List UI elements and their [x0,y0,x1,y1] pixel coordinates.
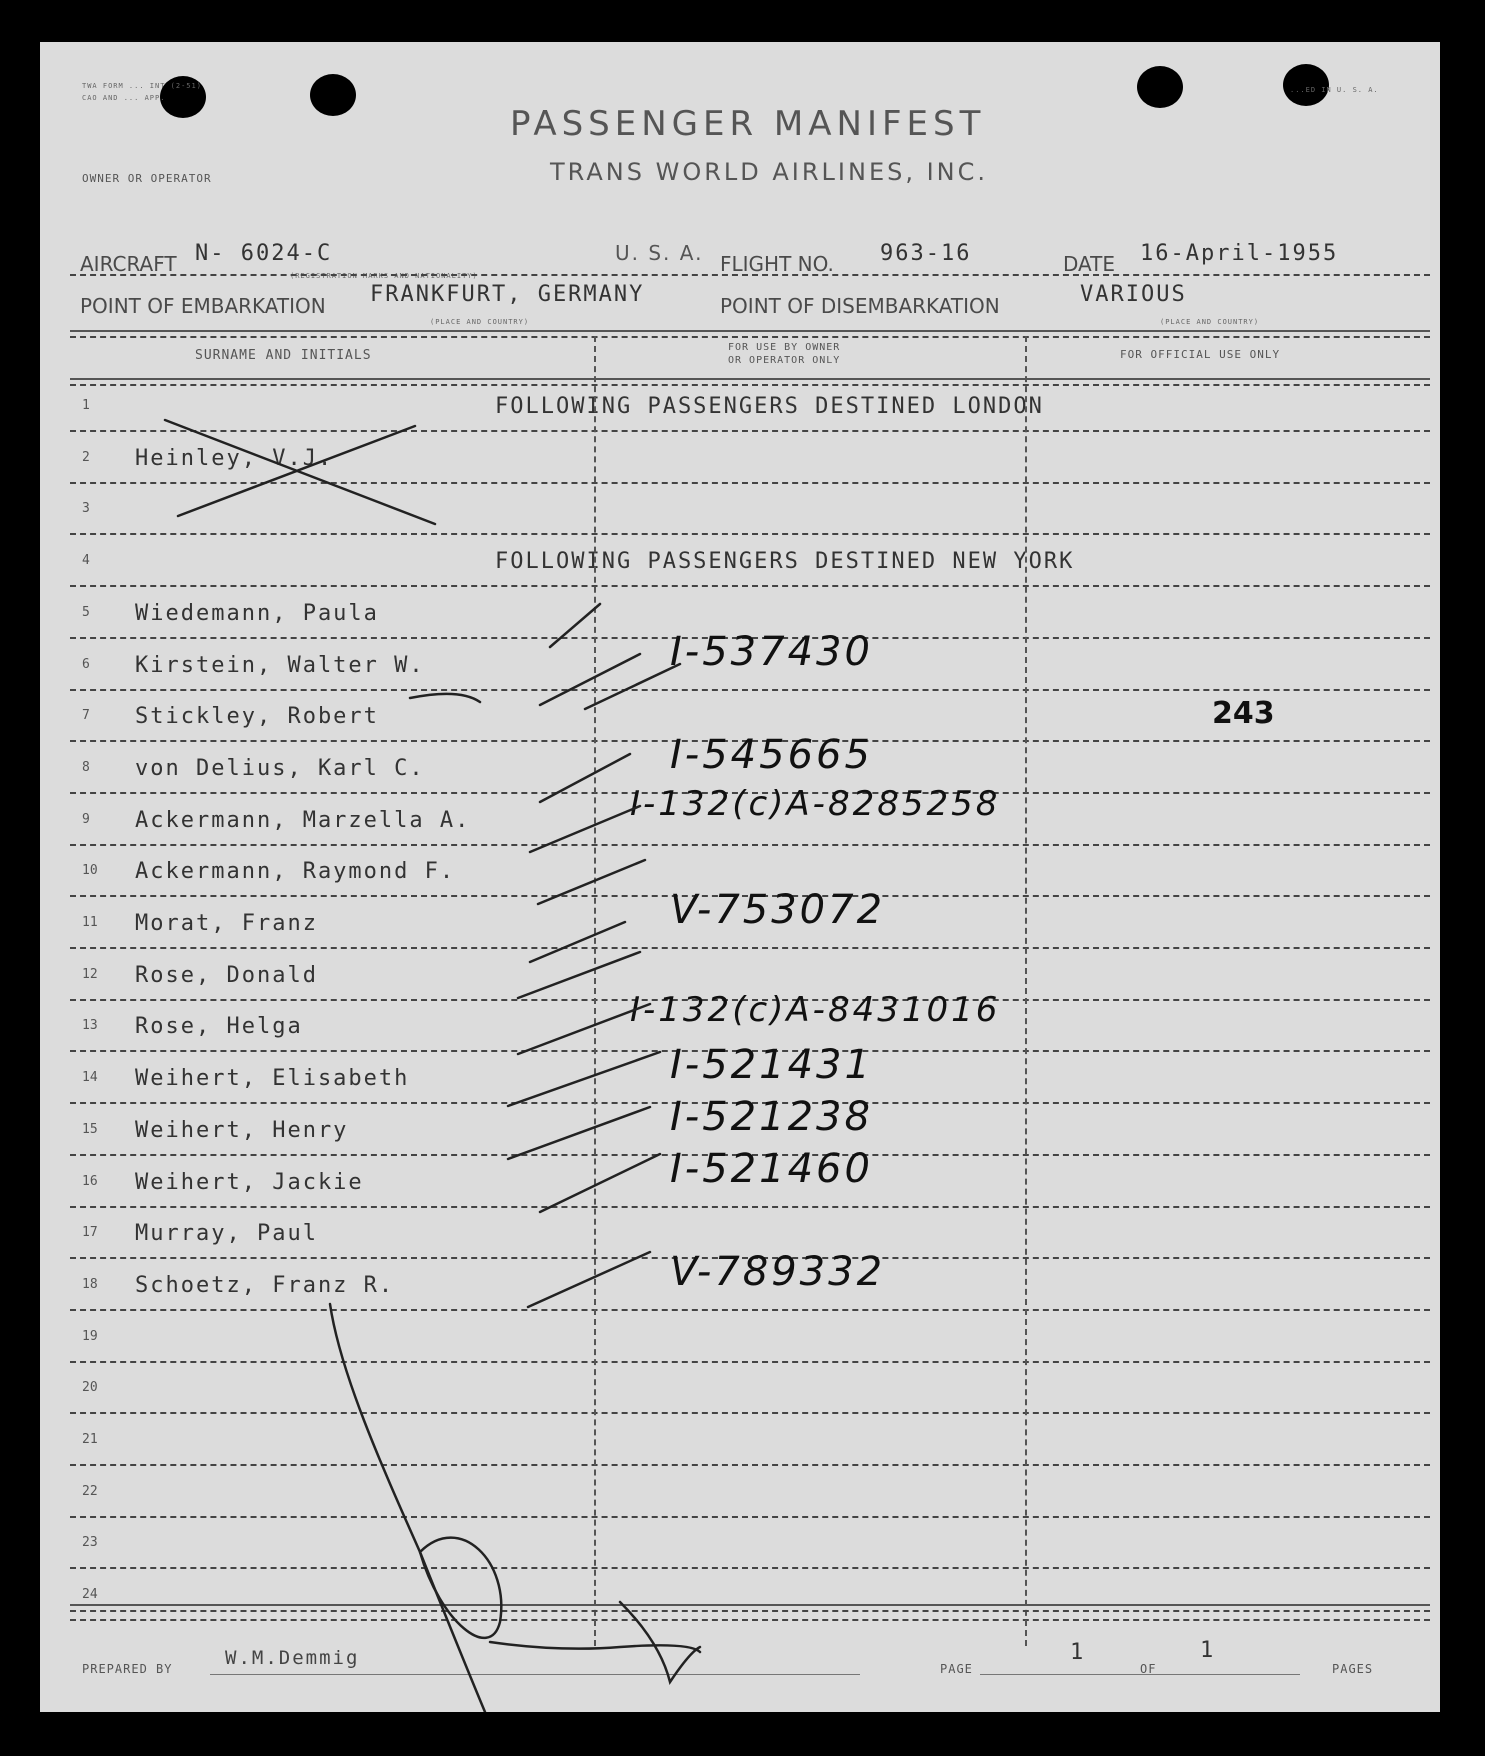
check-mark [540,754,630,802]
visa-code: I-132(c)A-8285258 [630,783,1001,824]
row-number: 22 [82,1483,98,1499]
row-number: 14 [82,1070,98,1086]
destination-note: FOLLOWING PASSENGERS DESTINED NEW YORK [495,549,1075,575]
visa-code: V-753072 [670,887,886,933]
page-title: PASSENGER MANIFEST [510,104,986,144]
passenger-name: Murray, Paul [135,1221,318,1247]
row-number: 10 [82,863,98,879]
check-mark [550,604,600,647]
signature-stroke [420,1538,501,1638]
check-mark [530,922,625,962]
flight-no-label: FLIGHT NO. [720,252,834,276]
prepared-label: PREPARED BY [82,1662,173,1676]
check-mark [538,860,645,904]
airline-name: TRANS WORLD AIRLINES, INC. [550,158,989,186]
row-number: 23 [82,1535,98,1551]
column-header-owner-line1: FOR USE BY OWNER [728,342,841,353]
row-number: 6 [82,656,90,672]
visa-code: I-521238 [670,1093,873,1140]
row-number: 20 [82,1380,98,1396]
row-number: 1 [82,398,90,413]
signature-stroke [330,1304,485,1712]
row-number: 4 [82,553,90,569]
embarkation-label: POINT OF EMBARKATION [80,294,326,318]
row-number: 21 [82,1432,98,1447]
column-header-official: FOR OFFICIAL USE ONLY [1120,348,1281,361]
visa-code: I-545665 [670,731,873,778]
page-label: PAGE [940,1662,973,1676]
passenger-name: Heinley, V.J. [135,445,334,471]
passenger-name: Weihert, Henry [135,1117,349,1143]
disembarkation-label: POINT OF DISEMBARKATION [720,294,1000,318]
page-value: 1 [1070,1640,1086,1665]
check-mark [540,1154,660,1212]
strike-mark [410,694,480,702]
row-number: 19 [82,1328,98,1344]
check-mark [508,1052,660,1106]
passenger-name: Rose, Donald [135,962,318,988]
visa-code: I-521460 [670,1145,873,1192]
check-mark [540,654,640,705]
aircraft-value: N- 6024-C [195,241,333,266]
row-number: 11 [82,915,98,930]
embarkation-value: FRANKFURT, GERMANY [370,282,645,307]
check-mark [530,806,640,852]
form-code-line2: CAO AND ... APP. [82,94,166,102]
row-number: 12 [82,966,98,982]
check-mark [518,1004,650,1054]
passenger-name: Weihert, Jackie [135,1169,364,1195]
date-value: 16-April-1955 [1140,241,1339,266]
embarkation-caption: (PLACE AND COUNTRY) [430,318,530,326]
row-number: 18 [82,1276,98,1292]
manifest-sheet [40,42,1440,1712]
row-number: 13 [82,1018,98,1034]
visa-code: I-537430 [670,628,873,675]
visa-code: I-521431 [670,1042,873,1089]
signature-stroke [620,1602,700,1682]
handwritten-marks [40,42,1440,1712]
passenger-name: Kirstein, Walter W. [135,652,425,678]
destination-note: FOLLOWING PASSENGERS DESTINED LONDON [495,394,1044,419]
strike-mark [165,420,435,524]
owner-label: OWNER OR OPERATOR [82,172,212,185]
passenger-name: Schoetz, Franz R. [135,1272,395,1298]
passenger-name: Ackermann, Marzella A. [135,807,471,833]
printed-in: ...ED IN U. S. A. [1290,86,1379,94]
of-label: OF [1140,1662,1157,1676]
aircraft-label: AIRCRAFT [80,252,177,276]
registration-caption: (REGISTRATION MARKS AND NATIONALITY) [290,272,478,280]
row-number: 16 [82,1173,98,1189]
passenger-name: Wiedemann, Paula [135,600,379,626]
prepared-value: W.M.Demmig [225,1647,360,1669]
passenger-name: Ackermann, Raymond F. [135,859,456,885]
signature-stroke [490,1642,700,1652]
disembarkation-value: VARIOUS [1080,282,1187,307]
column-header-owner-line2: OR OPERATOR ONLY [728,355,841,366]
row-number: 15 [82,1121,98,1137]
disembarkation-caption: (PLACE AND COUNTRY) [1160,318,1260,326]
row-number: 7 [82,708,90,724]
passenger-name: Weihert, Elisabeth [135,1066,410,1092]
of-value: 1 [1200,1638,1216,1663]
row-number: 3 [82,501,90,517]
row-number: 2 [82,449,90,465]
check-mark [508,1107,650,1159]
column-header-name: SURNAME AND INITIALS [195,348,372,363]
visa-code: V-789332 [670,1248,886,1295]
passenger-name: Stickley, Robert [135,704,379,730]
check-mark [585,664,680,709]
pages-label: PAGES [1332,1662,1374,1676]
passenger-name: Morat, Franz [135,911,318,936]
passenger-name: von Delius, Karl C. [135,755,425,781]
row-number: 24 [82,1587,98,1603]
flight-no-value: 963-16 [880,241,972,266]
visa-code: I-132(c)A-8431016 [630,990,1001,1031]
official-number: 243 [1212,696,1275,732]
row-number: 8 [82,759,90,775]
row-number: 5 [82,604,90,620]
date-label: DATE [1063,252,1116,276]
row-number: 9 [82,811,90,827]
form-code-line1: TWA FORM ... INT (2-51) [82,82,202,90]
check-mark [528,1252,650,1307]
passenger-name: Rose, Helga [135,1014,303,1040]
nationality-value: U. S. A. [615,241,704,265]
row-number: 17 [82,1225,98,1241]
